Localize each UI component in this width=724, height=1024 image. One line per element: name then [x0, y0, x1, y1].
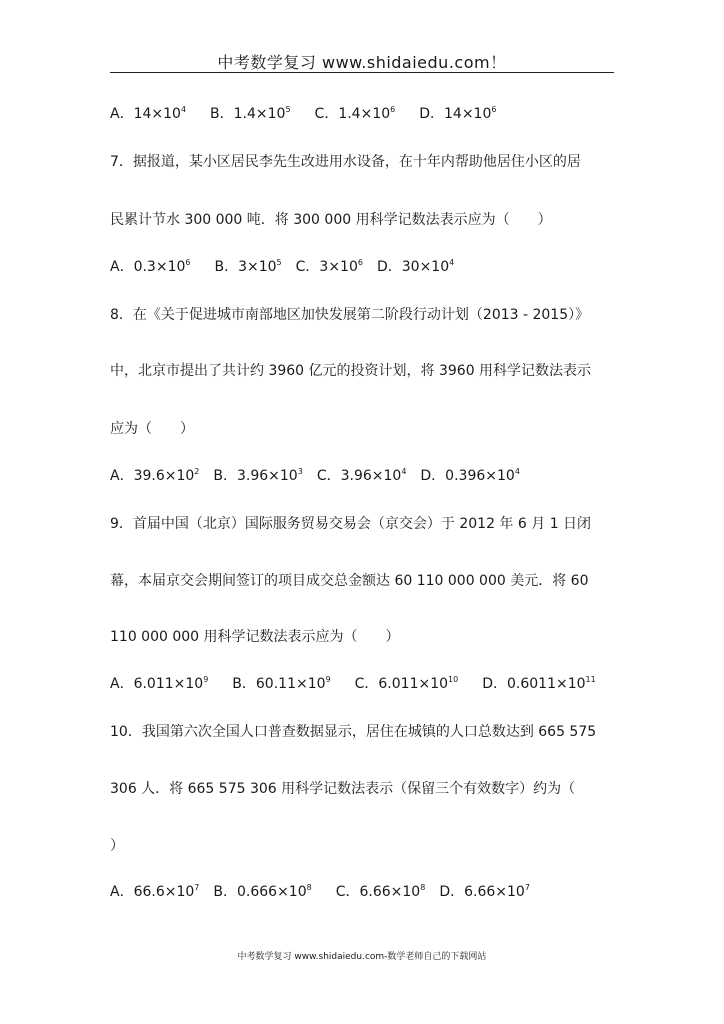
q9-text-line-3: 110 000 000 用科学记数法表示应为（ ）	[110, 629, 400, 645]
q10-option-d: D．$6.66\times 10^7$	[439, 883, 530, 900]
q9-option-d: D．$0.6011\times 10^{11}$	[482, 675, 596, 692]
q6-option-c: C．$1.4\times 10^6$	[314, 105, 396, 122]
q6-option-b: B．$1.4\times 10^5$	[210, 105, 291, 122]
header-divider	[110, 72, 614, 73]
q7-text-line-2: 民累计节水 300 000 吨．将 300 000 用科学记数法表示应为（ ）	[110, 212, 552, 228]
q8-text-line-2: 中，北京市提出了共计约 3960 亿元的投资计划，将 3960 用科学记数法表示	[110, 363, 592, 379]
q9-options	[110, 674, 622, 694]
q8-option-c: C．$3.96\times 10^4$	[316, 467, 407, 484]
q10-text-line-3: ）	[110, 838, 124, 854]
q9-text-line-2: 幕，本届京交会期间签订的项目成交总金额达 60 110 000 000 美元．将 60	[110, 573, 589, 589]
q6-options	[110, 104, 622, 124]
q7-option-a: A．$0.3\times 10^6$	[110, 258, 191, 275]
q8-option-a: A．$39.6\times 10^2$	[110, 467, 200, 484]
q10-option-a: A．$66.6\times 10^7$	[110, 883, 200, 900]
page-footer: 中考数学复习 www.shidaiedu.com-数学老师自己的下载网站	[237, 952, 487, 962]
q7-option-c: C．$3\times 10^6$	[295, 258, 363, 275]
q9-option-c: C．$6.011\times 10^{10}$	[354, 675, 459, 692]
q10-text-line-2: 306 人．将 665 575 306 用科学记数法表示（保留三个有效数字）约为（	[110, 781, 576, 797]
q6-option-a: A．$14\times 10^4$	[110, 105, 187, 122]
q8-text-line-3: 应为（ ）	[110, 421, 194, 437]
q10-option-b: B．$0.666\times 10^8$	[213, 883, 312, 900]
q10-text-line-1: 10．我国第六次全国人口普查数据显示，居住在城镇的人口总数达到 665 575	[110, 724, 597, 740]
q7-text-line-1: 7．据报道，某小区居民李先生改进用水设备，在十年内帮助他居住小区的居	[110, 154, 581, 170]
q8-options	[110, 466, 622, 486]
q8-option-b: B．$3.96\times 10^3$	[213, 467, 303, 484]
q6-option-d: D．$14\times 10^6$	[419, 105, 497, 122]
q10-options	[110, 882, 622, 902]
q7-option-d: D．$30\times 10^4$	[376, 258, 455, 275]
q8-option-d: D．$0.396\times 10^4$	[420, 467, 520, 484]
q8-text-line-1: 8．在《关于促进城市南部地区加快发展第二阶段行动计划（2013 - 2015）》	[110, 307, 590, 323]
q7-options	[110, 257, 622, 277]
q9-option-a: A．$6.011\times 10^9$	[110, 675, 209, 692]
q9-option-b: B．$60.11\times 10^9$	[232, 675, 331, 692]
q10-option-c: C．$6.66\times 10^8$	[335, 883, 426, 900]
q7-option-b: B．$3\times 10^5$	[214, 258, 282, 275]
q9-text-line-1: 9．首届中国（北京）国际服务贸易交易会（京交会）于 2012 年 6 月 1 日闭	[110, 516, 592, 532]
page-header-title: 中考数学复习 www.shidaiedu.com！	[217, 53, 507, 72]
